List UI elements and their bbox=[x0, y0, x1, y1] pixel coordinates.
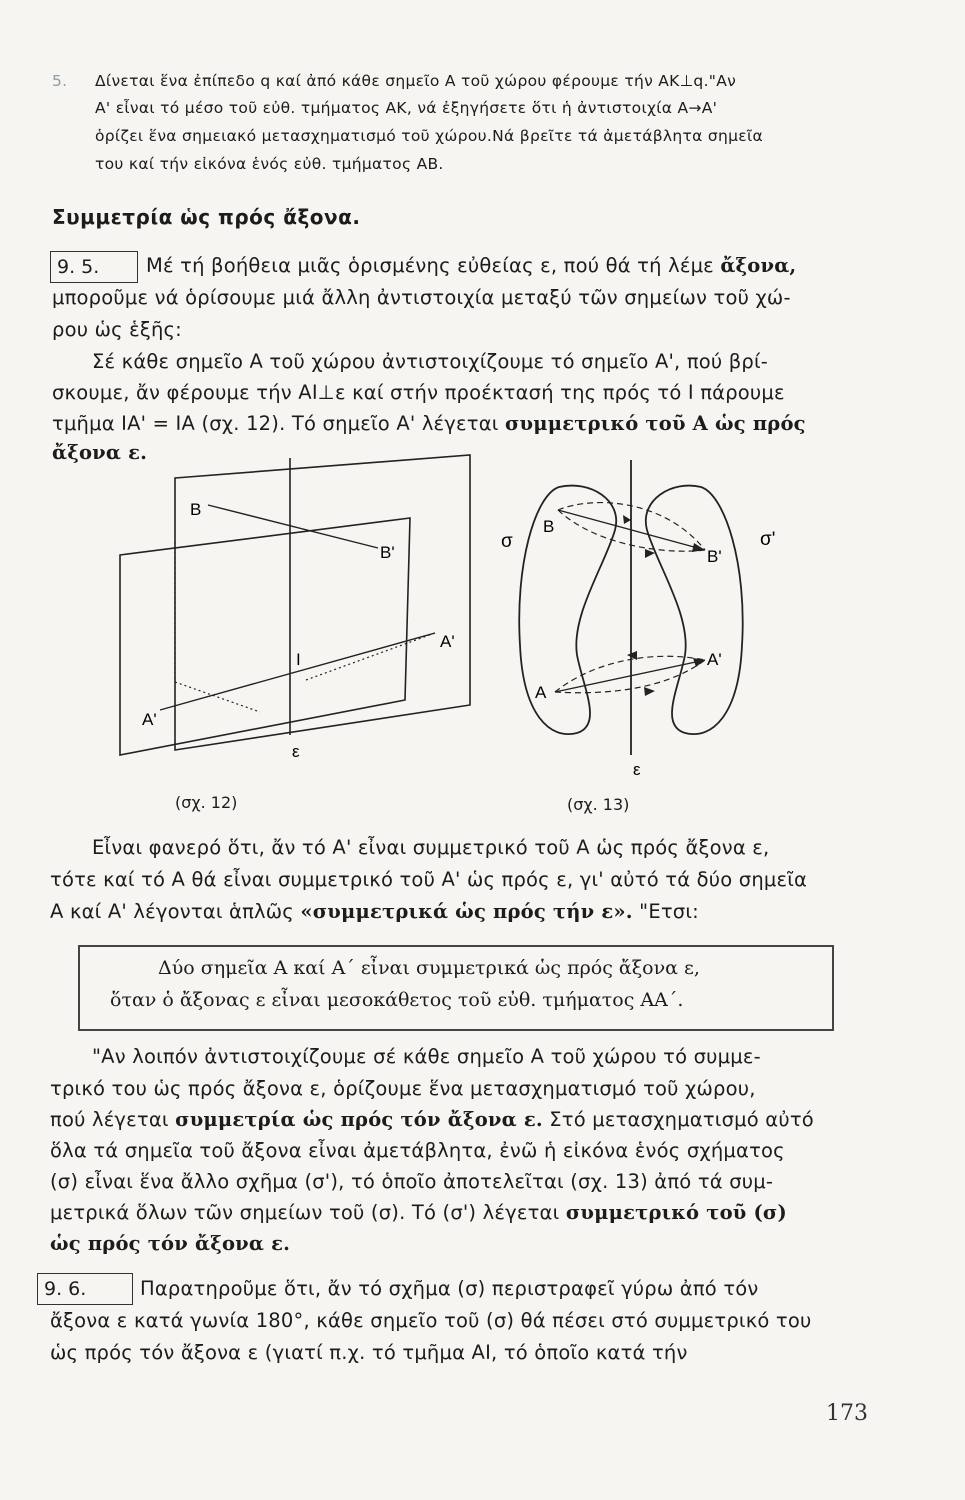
definition-line: Δύο σημεῖα Α καί Α΄ εἶναι συμμετρικά ὡς πρός ἄξονα ε, bbox=[158, 957, 700, 979]
section-9-5-text: τμῆμα ΙΑ' = ΙΑ (σχ. 12). Τό σημεῖο Α' λέγεται bbox=[52, 412, 499, 435]
dotted-line bbox=[175, 682, 260, 712]
definition-line: ὅταν ὁ ἄξονας ε εἶναι μεσοκάθετος τοῦ εὐθ. τμήματος ΑΑ΄. bbox=[110, 989, 684, 1011]
arrowhead bbox=[645, 549, 655, 558]
label-A: A bbox=[535, 683, 547, 702]
tilted-plane bbox=[120, 518, 410, 755]
section-9-5-line bbox=[146, 254, 796, 277]
section-9-5-number: 9. 5. bbox=[50, 251, 138, 283]
section-9-5-line: ρου ὡς ἑξῆς: bbox=[52, 318, 182, 341]
paragraph-2-text: "Ετσι: bbox=[639, 900, 699, 923]
paragraph-3-line: (σ) εἶναι ἕνα ἄλλο σχῆμα (σ'), τό ὁποῖο ἀποτελεῖται (σχ. 13) ἀπό τά συμ- bbox=[50, 1170, 774, 1193]
label-axis: ε bbox=[633, 760, 641, 779]
axis-term: ἄξονα, bbox=[720, 254, 797, 277]
label-A-prime-right: A' bbox=[440, 632, 455, 651]
label-B: B bbox=[543, 517, 555, 536]
paragraph-3-line bbox=[50, 1201, 787, 1224]
section-9-6-number: 9. 6. bbox=[37, 1273, 133, 1305]
label-B-prime: B' bbox=[707, 547, 722, 566]
section-9-5-line: μποροῦμε νά ὁρίσουμε μιά ἄλλη ἀντιστοιχία μεταξύ τῶν σημείων τοῦ χώ- bbox=[52, 286, 791, 309]
section-9-5-line: σκουμε, ἄν φέρουμε τήν ΑΙ⊥ε καί στήν προέκτασή της πρός τό Ι πάρουμε bbox=[52, 381, 785, 404]
symmetric-figure-term: συμμετρικό τοῦ (σ) bbox=[565, 1201, 787, 1224]
section-title: Συμμετρία ὡς πρός ἄξονα. bbox=[52, 205, 361, 229]
shape-sigma-prime bbox=[646, 486, 743, 735]
axial-symmetry-term: συμμετρία ὡς πρός τόν ἄξονα ε. bbox=[175, 1108, 543, 1131]
vertical-plane bbox=[175, 455, 470, 750]
section-9-6-line: Παρατηροῦμε ὅτι, ἄν τό σχῆμα (σ) περιστραφεῖ γύρω ἀπό τόν bbox=[140, 1277, 759, 1300]
symmetric-phrase: «συμμετρικά ὡς πρός τήν ε». bbox=[300, 900, 633, 923]
shape-sigma bbox=[519, 486, 616, 735]
definition-box bbox=[78, 945, 834, 1031]
figure-12 bbox=[110, 450, 490, 820]
page-number: 173 bbox=[826, 1401, 868, 1426]
arrowhead bbox=[693, 658, 705, 667]
paragraph-3-line: τρικό του ὡς πρός ἄξονα ε, ὁρίζουμε ἕνα μετασχηματισμό τοῦ χώρου, bbox=[50, 1077, 756, 1100]
paragraph-3-text: Στό μετασχηματισμό αὐτό bbox=[549, 1108, 814, 1131]
section-9-6-line: ἄξονα ε κατά γωνία 180°, κάθε σημεῖο τοῦ (σ) θά πέσει στό συμμετρικό του bbox=[50, 1309, 812, 1332]
dotted-line bbox=[306, 633, 435, 680]
section-9-6-line: ὡς πρός τόν ἄξονα ε (γιατί π.χ. τό τμῆμα ΑΙ, τό ὁποῖο κατά τήν bbox=[50, 1341, 688, 1364]
label-A-prime-left: A' bbox=[142, 710, 157, 729]
label-B-prime: B' bbox=[380, 543, 395, 562]
paragraph-3-line: "Αν λοιπόν ἀντιστοιχίζουμε σέ κάθε σημεῖο Α τοῦ χώρου τό συμμε- bbox=[92, 1045, 761, 1068]
label-I: I bbox=[296, 650, 301, 669]
paragraph-3-text: μετρικά ὅλων τῶν σημείων τοῦ (σ). Τό (σ') λέγεται bbox=[50, 1201, 560, 1224]
section-9-5-text: Μέ τή βοήθεια μιᾶς ὁρισμένης εὐθείας ε, πού θά τή λέμε bbox=[146, 254, 714, 277]
exercise-5-line: του καί τήν εἰκόνα ἑνός εὐθ. τμήματος ΑΒ. bbox=[95, 155, 444, 173]
paragraph-3-line: ὡς πρός τόν ἄξονα ε. bbox=[50, 1232, 291, 1255]
symmetric-term: συμμετρικό τοῦ Α ὡς πρός bbox=[504, 412, 806, 435]
section-9-5-line: Σέ κάθε σημεῖο Α τοῦ χώρου ἀντιστοιχίζουμε τό σημεῖο Α', πού βρί- bbox=[92, 350, 769, 373]
segment-BB bbox=[208, 505, 378, 548]
paragraph-3-line: ὅλα τά σημεῖα τοῦ ἄξονα εἶναι ἀμετάβλητα, ἐνῶ ἡ εἰκόνα ἑνός σχήματος bbox=[50, 1139, 785, 1162]
exercise-5-line: Α' εἶναι τό μέσο τοῦ εὐθ. τμήματος ΑΚ, νά ἐξηγήσετε ὅτι ἡ ἀντιστοιχία Α→Α' bbox=[95, 99, 718, 117]
label-axis: ε bbox=[292, 742, 300, 761]
exercise-5-line: ὁρίζει ἕνα σημειακό μετασχηματισμό τοῦ χώρου.Νά βρεῖτε τά ἀμετάβλητα σημεῖα bbox=[95, 127, 764, 145]
segment-AA bbox=[160, 633, 435, 710]
paragraph-3-text: πού λέγεται bbox=[50, 1108, 169, 1131]
arrow-AA bbox=[555, 660, 705, 692]
exercise-5-number: 5. bbox=[52, 72, 68, 90]
arrowhead bbox=[644, 687, 655, 696]
paragraph-2-line: Εἶναι φανερό ὅτι, ἄν τό Α' εἶναι συμμετρικό τοῦ Α ὡς πρός ἄξονα ε, bbox=[92, 836, 770, 859]
figure-13-caption: (σχ. 13) bbox=[567, 795, 630, 814]
paragraph-2-text: Α καί Α' λέγονται ἁπλῶς bbox=[50, 900, 294, 923]
section-9-5-line bbox=[52, 412, 806, 435]
label-B: B bbox=[190, 500, 202, 519]
figure-12-caption: (σχ. 12) bbox=[175, 793, 238, 812]
paragraph-2-line: τότε καί τό Α θά εἶναι συμμετρικό τοῦ Α' ὡς πρός ε, γι' αὐτό τά δύο σημεῖα bbox=[50, 868, 808, 891]
arrowhead bbox=[623, 515, 631, 524]
section-9-5-line: ἄξονα ε. bbox=[52, 441, 148, 464]
paragraph-3-line bbox=[50, 1108, 814, 1131]
label-sigma: σ bbox=[501, 531, 513, 552]
exercise-5-line: Δίνεται ἕνα ἐπίπεδο q καί ἀπό κάθε σημεῖο Α τοῦ χώρου φέρουμε τήν ΑΚ⊥q."Αν bbox=[95, 72, 737, 90]
paragraph-2-line bbox=[50, 900, 699, 923]
label-A-prime: A' bbox=[707, 650, 722, 669]
label-sigma-prime: σ' bbox=[760, 529, 776, 550]
figure-13 bbox=[495, 455, 795, 795]
